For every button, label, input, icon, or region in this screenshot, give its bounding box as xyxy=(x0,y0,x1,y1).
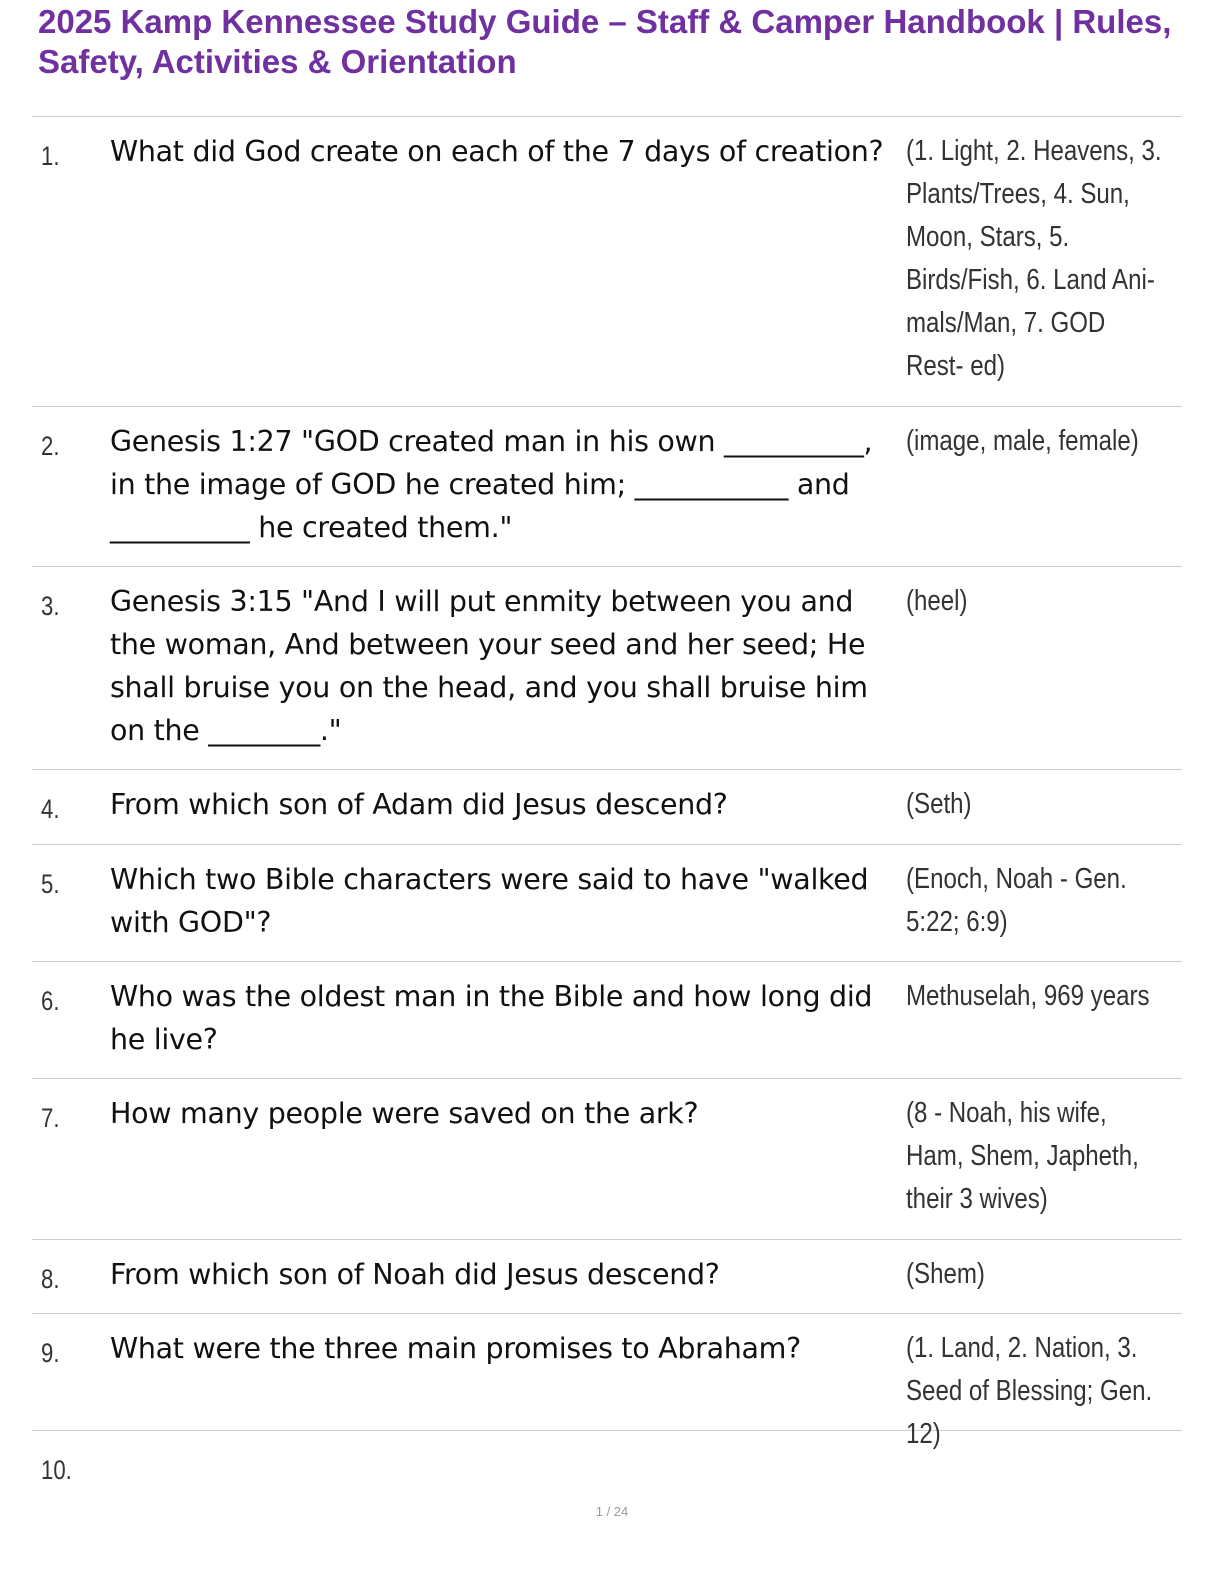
answer-text: (Seth) xyxy=(906,788,972,820)
question-row xyxy=(32,407,1182,567)
answer-text: Methuselah, 969 years xyxy=(906,980,1150,1012)
answer-text: (heel) xyxy=(906,585,968,617)
answer-text: (1. Light, 2. Heavens, 3. Plants/Trees, 4. Sun, Moon, Stars, 5. Birds/Fish, 6. Land Ani- mals/Man, 7. GOD Rest- ed) xyxy=(906,135,1162,382)
answer-text: (Enoch, Noah - Gen. 5:22; 6:9) xyxy=(906,863,1127,938)
question-text: From which son of Noah did Jesus descend? xyxy=(110,1258,720,1291)
question-row xyxy=(32,1079,1182,1240)
question-text: Genesis 1:27 "GOD created man in his own __________, in the image of GOD he created him; ___________ and __________ he created them." xyxy=(110,425,873,544)
question-text: What were the three main promises to Abraham? xyxy=(110,1332,801,1365)
question-number: 2. xyxy=(41,431,60,461)
question-number: 7. xyxy=(41,1103,60,1133)
answer-text: (Shem) xyxy=(906,1258,985,1290)
question-number: 8. xyxy=(41,1264,60,1294)
question-text: From which son of Adam did Jesus descend? xyxy=(110,788,728,821)
question-row xyxy=(32,567,1182,770)
question-row xyxy=(32,962,1182,1079)
question-text: Genesis 3:15 "And I will put enmity between you and the woman, And between your seed and her seed; He shall bruise you on the head, and you shall bruise him on the ________." xyxy=(110,585,868,747)
question-row xyxy=(32,1240,1182,1314)
question-row xyxy=(32,1314,1182,1450)
question-list xyxy=(32,116,1182,1511)
answer-text: (8 - Noah, his wife, Ham, Shem, Japheth, their 3 wives) xyxy=(906,1097,1139,1215)
question-text: Which two Bible characters were said to have "walked with GOD"? xyxy=(110,863,869,939)
question-row xyxy=(32,845,1182,962)
question-number: 3. xyxy=(41,591,60,621)
question-row xyxy=(32,117,1182,407)
answer-text: (1. Land, 2. Nation, 3. Seed of Blessing; Gen. 12) xyxy=(906,1332,1153,1450)
document-title: 2025 Kamp Kennessee Study Guide – Staff & Camper Handbook | Rules, Safety, Activities & Orientation xyxy=(38,3,1172,80)
question-number: 9. xyxy=(41,1338,60,1368)
answer-text: (image, male, female) xyxy=(906,425,1139,457)
question-number: 6. xyxy=(41,986,60,1016)
question-text: How many people were saved on the ark? xyxy=(110,1097,699,1130)
question-number: 5. xyxy=(41,869,60,899)
question-number: 1. xyxy=(41,141,60,171)
question-text: Who was the oldest man in the Bible and how long did he live? xyxy=(110,980,873,1056)
question-text: What did God create on each of the 7 days of creation? xyxy=(110,135,884,168)
page-indicator: 1 / 24 xyxy=(595,1504,629,1519)
question-number: 10. xyxy=(41,1455,72,1485)
question-row xyxy=(32,770,1182,845)
question-number: 4. xyxy=(41,794,60,824)
question-row xyxy=(32,1431,1182,1511)
